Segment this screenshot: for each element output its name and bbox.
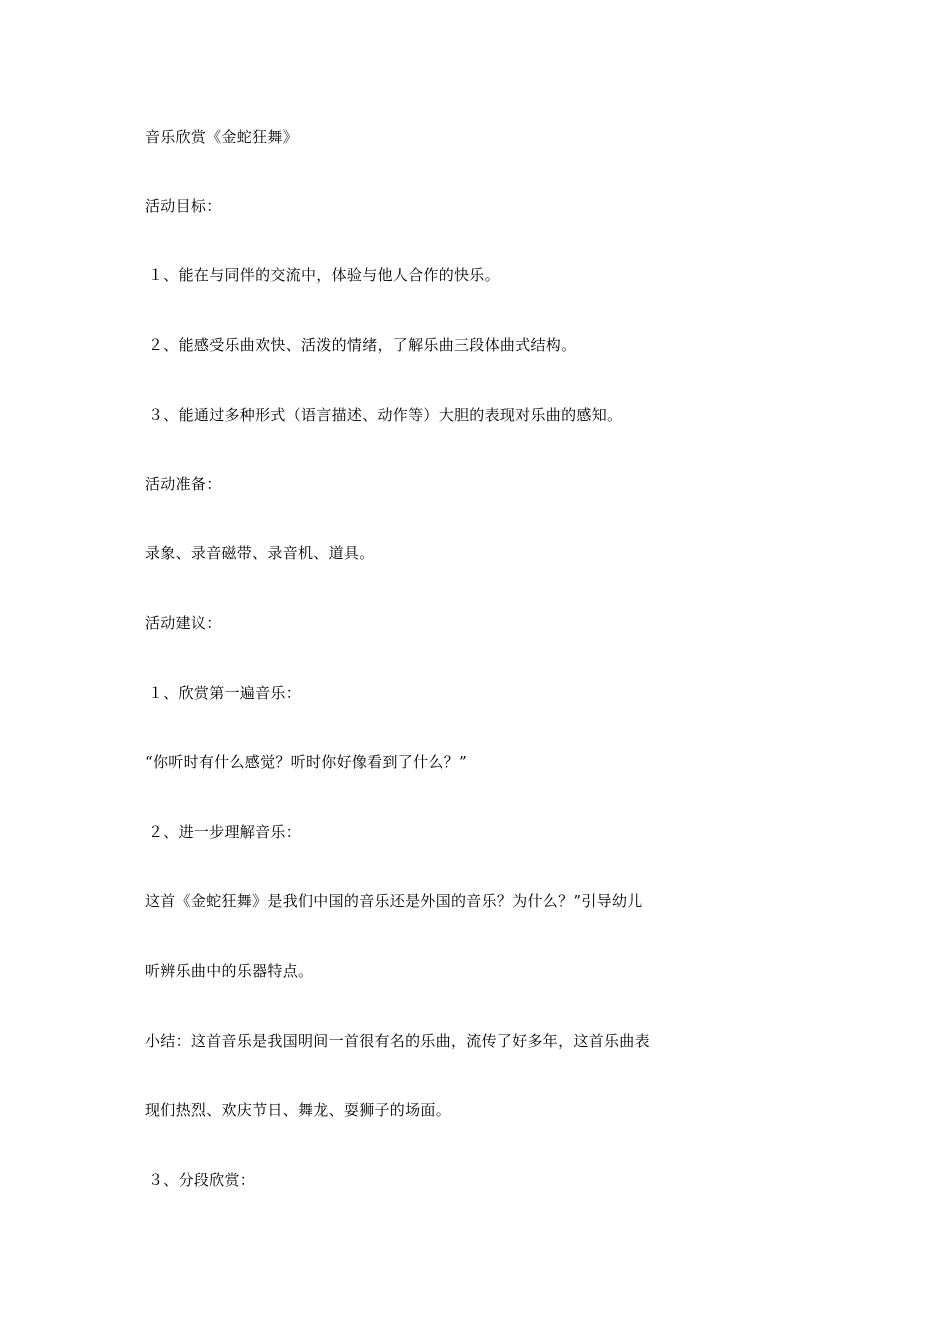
step2-text-line2: 听辨乐曲中的乐器特点。 — [145, 962, 314, 980]
goal-item-1: １、能在与同伴的交流中，体验与他人合作的快乐。 — [148, 266, 500, 284]
prep-text: 录象、录音磁带、录音机、道具。 — [145, 544, 375, 562]
step3-title: ３、分段欣赏： — [148, 1171, 256, 1189]
step1-title: １、欣赏第一遍音乐： — [148, 684, 302, 702]
goals-heading: 活动目标： — [145, 197, 222, 215]
goal-item-3: ３、能通过多种形式（语言描述、动作等）大胆的表现对乐曲的感知。 — [148, 406, 623, 424]
step2-text-line1: 这首《金蛇狂舞》是我们中国的音乐还是外国的音乐？为什么？”引导幼儿 — [145, 892, 643, 910]
document-title: 音乐欣赏《金蛇狂舞》 — [145, 128, 299, 146]
goal-item-2: ２、能感受乐曲欢快、活泼的情绪，了解乐曲三段体曲式结构。 — [148, 336, 577, 354]
prep-heading: 活动准备： — [145, 475, 222, 493]
summary-line1: 小结：这首音乐是我国明间一首很有名的乐曲，流传了好多年，这首乐曲表 — [145, 1032, 650, 1050]
summary-line2: 现们热烈、欢庆节日、舞龙、耍狮子的场面。 — [145, 1101, 452, 1119]
step2-title: ２、进一步理解音乐： — [148, 823, 302, 841]
suggest-heading: 活动建议： — [145, 614, 222, 632]
step1-quote: “你听时有什么感觉？听时你好像看到了什么？” — [145, 753, 467, 771]
